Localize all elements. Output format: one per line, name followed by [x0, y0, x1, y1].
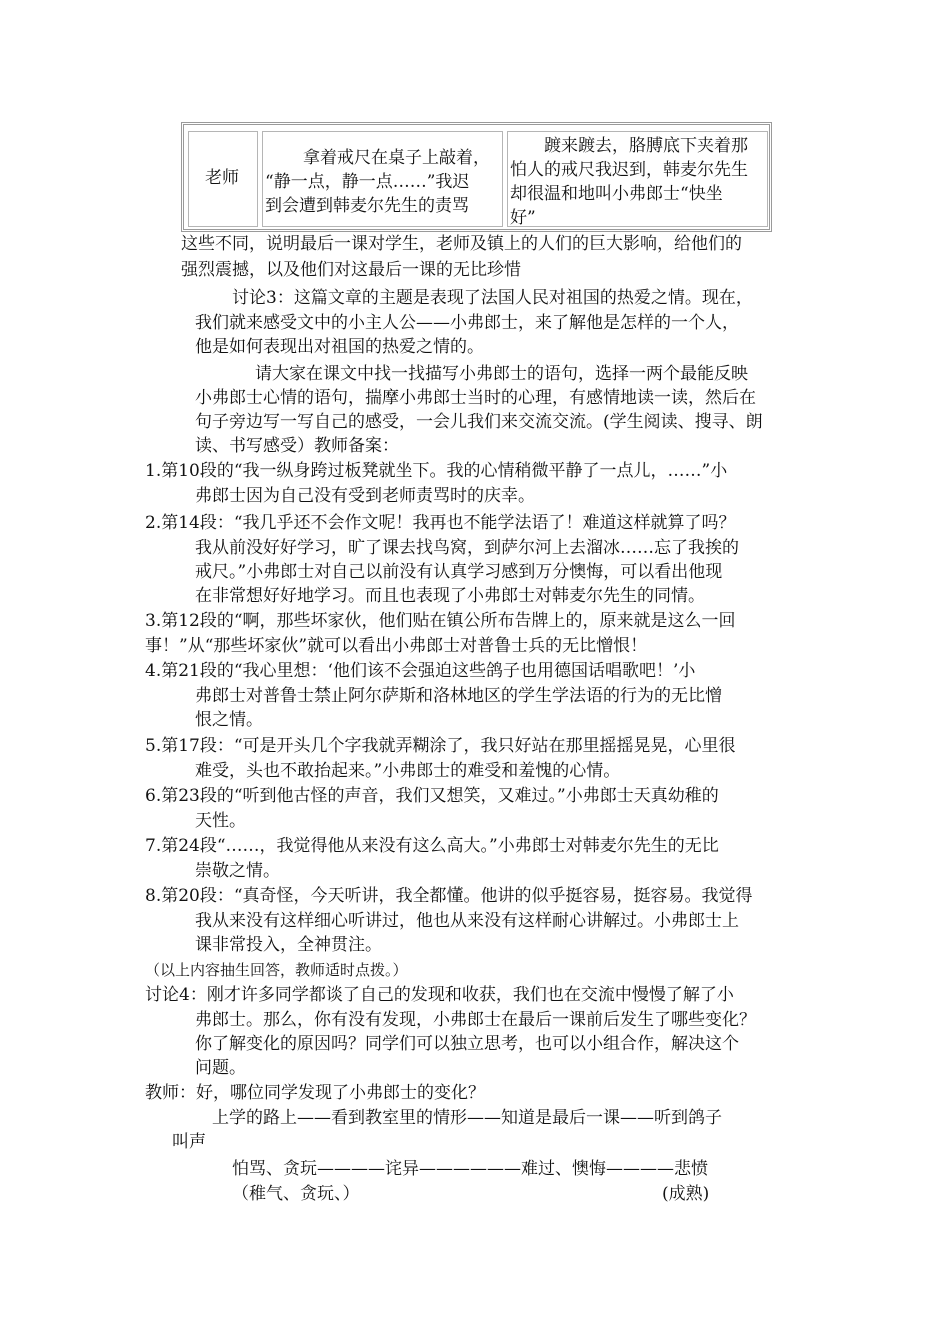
paragraph-line: 请大家在课文中找一找描写小弗郎士的语句，选择一两个最能反映	[255, 364, 748, 384]
note-line: （以上内容抽生回答，教师适时点拨。）	[145, 961, 408, 979]
paragraph-line: 读、书写感受）教师备案：	[195, 436, 399, 456]
discussion-3-line: 讨论3：这篇文章的主题是表现了法国人民对祖国的热爱之情。现在，	[232, 288, 753, 308]
table-text: “静一点，静一点……”我迟	[265, 172, 470, 192]
list-item-8-cont: 我从来没有这样细心听讲过，他也从来没有这样耐心讲解过。小弗郎士上	[195, 911, 739, 931]
table-text: 却很温和地叫小弗郎士“快坐	[510, 184, 723, 204]
list-item-8: 8.第20段：“真奇怪，今天听讲，我全都懂。他讲的似乎挺容易，挺容易。我觉得	[145, 886, 753, 906]
paragraph-line: 我们就来感受文中的小主人公——小弗郎士，来了解他是怎样的一个人，	[195, 313, 739, 333]
table-text: 踱来踱去，胳膊底下夹着那	[544, 136, 748, 156]
comparison-table	[181, 122, 772, 232]
paragraph-line: 强烈震撼，以及他们对这最后一课的无比珍惜	[181, 260, 521, 280]
emotion-flow-line: 怕骂、贪玩————诧异——————难过、懊悔————悲愤	[232, 1159, 708, 1179]
table-text: 怕人的戒尺我迟到，韩麦尔先生	[510, 160, 748, 180]
list-item-1-cont: 弗郎士因为自己没有受到老师责骂时的庆幸。	[195, 486, 535, 506]
list-item-2-cont: 戒尺。”小弗郎士对自己以前没有认真学习感到万分懊悔，可以看出他现	[195, 562, 723, 582]
paragraph-line: 你了解变化的原因吗？同学们可以独立思考，也可以小组合作，解决这个	[195, 1034, 739, 1054]
list-item-7: 7.第24段“……，我觉得他从来没有这么高大。”小弗郎士对韩麦尔先生的无比	[145, 836, 719, 856]
list-item-3-cont: 事！”从“那些坏家伙”就可以看出小弗郎士对普鲁士兵的无比憎恨！	[145, 636, 648, 656]
paragraph-line: 这些不同，说明最后一课对学生，老师及镇上的人们的巨大影响，给他们的	[181, 234, 742, 254]
discussion-4-line: 讨论4：刚才许多同学都谈了自己的发现和收获，我们也在交流中慢慢了解了小	[145, 985, 734, 1005]
flow-sequence-line: 上学的路上——看到教室里的情形——知道是最后一课——听到鸽子	[212, 1108, 722, 1128]
table-cell-label	[188, 131, 258, 227]
paragraph-line: 小弗郎士心情的语句，揣摩小弗郎士当时的心理，有感情地读一读，然后在	[195, 388, 756, 408]
list-item-8-cont: 课非常投入，全神贯注。	[195, 935, 382, 955]
list-item-4-cont: 弗郎士对普鲁士禁止阿尔萨斯和洛林地区的学生学法语的行为的无比憎	[195, 686, 722, 706]
table-cell-teacher-action-after	[507, 131, 768, 227]
emotion-note-right: (成熟)	[662, 1184, 710, 1204]
paragraph-line: 问题。	[195, 1058, 246, 1078]
table-label: 老师	[205, 168, 239, 188]
paragraph-line: 弗郎士。那么，你有没有发现，小弗郎士在最后一课前后发生了哪些变化？	[195, 1010, 756, 1030]
table-text: 拿着戒尺在桌子上敲着，	[303, 148, 490, 168]
table-text: 好”	[510, 208, 536, 228]
paragraph-line: 他是如何表现出对祖国的热爱之情的。	[195, 337, 484, 357]
list-item-5: 5.第17段：“可是开头几个字我就弄糊涂了，我只好站在那里摇摇晃晃，心里很	[145, 736, 736, 756]
list-item-7-cont: 崇敬之情。	[195, 861, 280, 881]
list-item-1: 1.第10段的“我一纵身跨过板凳就坐下。我的心情稍微平静了一点儿，……”小	[145, 461, 728, 481]
list-item-4-cont: 恨之情。	[195, 710, 263, 730]
emotion-note-left: （稚气、贪玩、）	[232, 1184, 360, 1204]
table-text: 到会遭到韩麦尔先生的责骂	[265, 196, 469, 216]
list-item-4: 4.第21段的“我心里想：‘他们该不会强迫这些鸽子也用德国话唱歌吧！’小	[145, 661, 696, 681]
list-item-6: 6.第23段的“听到他古怪的声音，我们又想笑，又难过。”小弗郎士天真幼稚的	[145, 786, 719, 806]
list-item-2-cont: 我从前没好好学习，旷了课去找鸟窝，到萨尔河上去溜冰……忘了我挨的	[195, 538, 739, 558]
flow-sequence-line: 叫声	[172, 1132, 206, 1152]
paragraph-line: 句子旁边写一写自己的感受，一会儿我们来交流交流。(学生阅读、搜寻、朗	[195, 412, 763, 432]
list-item-3: 3.第12段的“啊，那些坏家伙，他们贴在镇公所布告牌上的，原来就是这么一回	[145, 611, 736, 631]
table-cell-teacher-action-before	[262, 131, 503, 227]
list-item-2-cont: 在非常想好好地学习。而且也表现了小弗郎士对韩麦尔先生的同情。	[195, 586, 705, 606]
teacher-line: 教师：好，哪位同学发现了小弗郎士的变化？	[145, 1083, 485, 1103]
list-item-6-cont: 天性。	[195, 811, 246, 831]
list-item-5-cont: 难受，头也不敢抬起来。”小弗郎士的难受和羞愧的心情。	[195, 761, 621, 781]
list-item-2: 2.第14段：“我几乎还不会作文呢！我再也不能学法语了！难道这样就算了吗？	[145, 513, 736, 533]
